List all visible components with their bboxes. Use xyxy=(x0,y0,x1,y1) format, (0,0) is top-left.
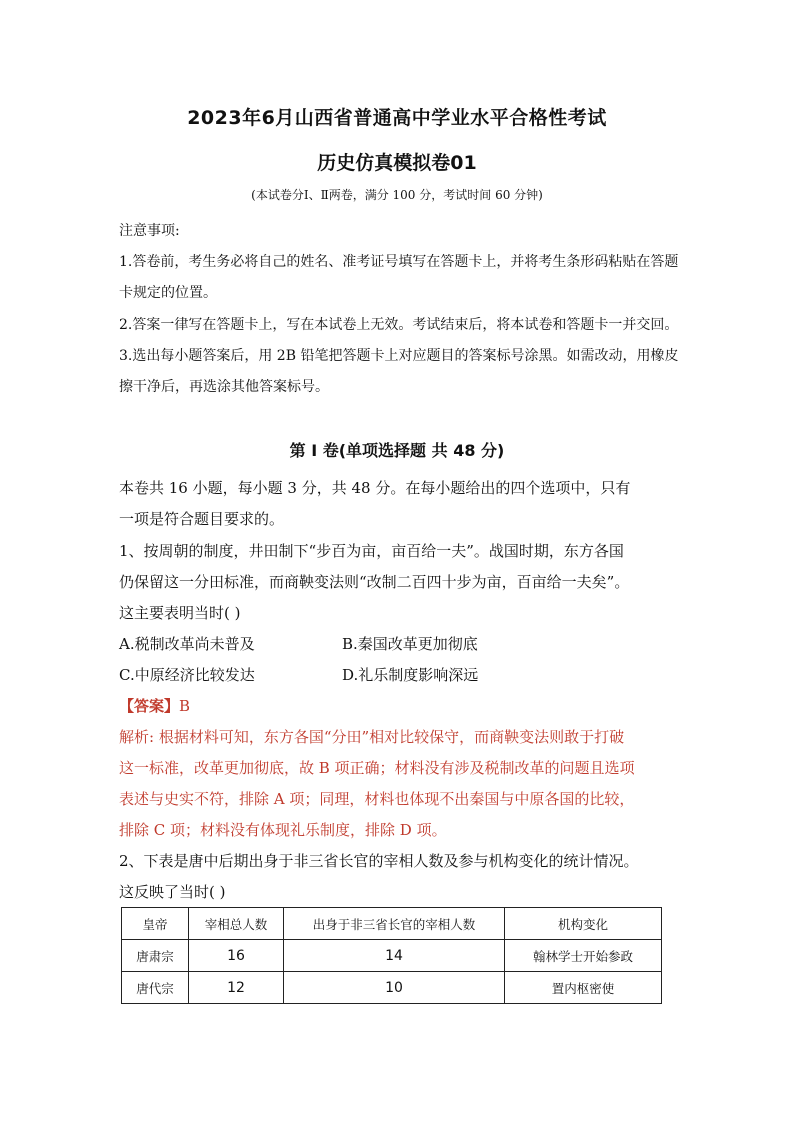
section-intro: 一项是符合题目要求的。 xyxy=(119,510,285,528)
table-header-cell: 宰相总人数 xyxy=(189,908,284,940)
analysis-line: 表述与史实不符，排除 A 项；同理，材料也体现不出秦国与中原各国的比较， xyxy=(119,790,635,808)
analysis-line: 排除 C 项；材料没有体现礼乐制度，排除 D 项。 xyxy=(119,821,447,839)
table-cell: 12 xyxy=(189,972,284,1004)
exam-info: (本试卷分Ⅰ、Ⅱ两卷，满分 100 分，考试时间 60 分钟) xyxy=(251,188,543,202)
answer-row xyxy=(119,695,190,716)
analysis-line: 解析: 根据材料可知，东方各国“分田”相对比较保守，而商鞅变法则敢于打破 xyxy=(119,728,625,746)
notice-line: 1.答卷前，考生务必将自己的姓名、准考证号填写在答题卡上，并将考生条形码粘贴在答题 xyxy=(119,254,679,270)
table-header-cell: 皇帝 xyxy=(122,908,189,940)
table-row xyxy=(122,940,662,972)
question-stem: 这主要表明当时( ) xyxy=(119,604,241,622)
table-cell: 14 xyxy=(284,940,505,972)
notice-line: 2.答案一律写在答题卡上，写在本试卷上无效。考试结束后，将本试卷和答题卡一并交回。 xyxy=(119,317,679,333)
exam-title: 2023年6月山西省普通高中学业水平合格性考试 xyxy=(187,107,607,129)
section-intro: 本卷共 16 小题，每小题 3 分，共 48 分。在每小题给出的四个选项中，只有 xyxy=(119,479,631,497)
option-c: C.中原经济比较发达 xyxy=(119,666,255,684)
option-b: B.秦国改革更加彻底 xyxy=(342,635,478,653)
table-cell: 10 xyxy=(284,972,505,1004)
exam-subtitle-title: 历史仿真模拟卷01 xyxy=(317,152,477,174)
section-title: 第 Ⅰ 卷(单项选择题 共 48 分) xyxy=(289,441,505,460)
table-cell: 16 xyxy=(189,940,284,972)
question-stem: 这反映了当时( ) xyxy=(119,883,226,901)
answer-value: B xyxy=(179,697,191,715)
table-header-cell: 出身于非三省长官的宰相人数 xyxy=(284,908,505,940)
notice-line: 卡规定的位置。 xyxy=(119,285,217,301)
option-d: D.礼乐制度影响深远 xyxy=(342,666,479,684)
table-cell: 唐肃宗 xyxy=(122,940,189,972)
option-a: A.税制改革尚未普及 xyxy=(119,635,255,653)
table-cell: 唐代宗 xyxy=(122,972,189,1004)
notice-line: 3.选出每小题答案后，用 2B 铅笔把答题卡上对应题目的答案标号涂黑。如需改动，用橡皮 xyxy=(119,348,679,364)
table-header-cell: 机构变化 xyxy=(505,908,662,940)
notice-line: 擦干净后，再选涂其他答案标号。 xyxy=(119,379,329,395)
table-cell: 置内枢密使 xyxy=(505,972,662,1004)
question-stem: 2、下表是唐中后期出身于非三省长官的宰相人数及参与机构变化的统计情况。 xyxy=(119,852,639,870)
table-row xyxy=(122,972,662,1004)
question-stem: 仍保留这一分田标准，而商鞅变法则“改制二百四十步为亩，百亩给一夫矣”。 xyxy=(119,573,630,591)
data-table xyxy=(121,907,662,1004)
analysis-line: 这一标准，改革更加彻底，故 B 项正确；材料没有涉及税制改革的问题且选项 xyxy=(119,759,635,777)
answer-label: 【答案】 xyxy=(119,697,180,715)
table-cell: 翰林学士开始参政 xyxy=(505,940,662,972)
question-stem: 1、按周朝的制度，井田制下“步百为亩，亩百给一夫”。战国时期，东方各国 xyxy=(119,542,624,560)
table-header-row xyxy=(122,908,662,940)
notice-heading: 注意事项: xyxy=(119,223,180,239)
